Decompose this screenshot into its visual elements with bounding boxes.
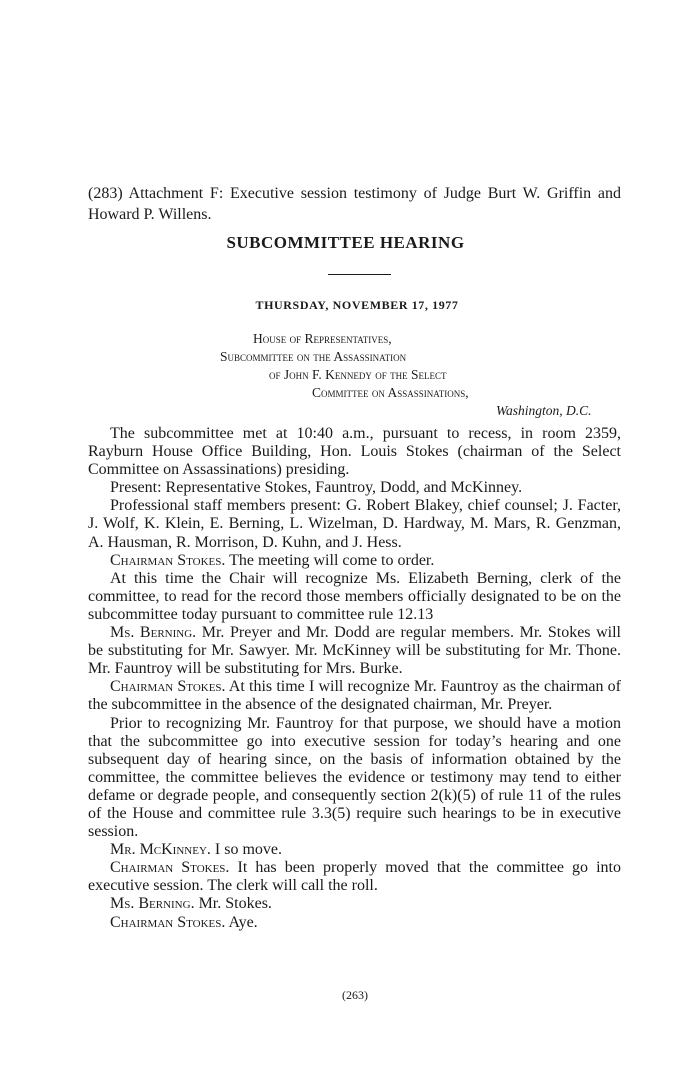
transcript-paragraph xyxy=(88,841,621,859)
paragraph-text: Aye. xyxy=(225,913,258,931)
hearing-title: SUBCOMMITTEE HEARING xyxy=(226,233,465,252)
paragraph-text: Prior to recognizing Mr. Fauntroy for that purpose, we should have a motion that the subcommittee go into executive session for today’s hearing and one subsequent day of hearing since, on the basis of information obtained by the committee, the committee believes the evidence or testimony may tend to either defame or degrade people, and consequently section 2(k)(5) of rule 11 of the rules of the House and committee rule 3.3(5) require such hearings to be in executive session. xyxy=(88,714,621,841)
address-line-3: of John F. Kennedy of the Select xyxy=(269,367,447,382)
transcript-paragraph xyxy=(88,859,621,895)
transcript-paragraph xyxy=(88,895,621,913)
speaker-name: Chairman Stokes. xyxy=(110,859,230,877)
speaker-name: Mr. McKinney. xyxy=(110,841,211,859)
speaker-name: Ms. Berning. xyxy=(110,895,195,913)
paragraph-text: Mr. Preyer and Mr. Dodd are regular members. Mr. Stokes will be substituting for Mr. Sawyer. Mr. McKinney will be substituting for Mr. Thone. Mr. Fauntroy will be substituting for Mrs. Burke. xyxy=(88,624,621,678)
transcript-paragraph xyxy=(88,624,621,678)
attachment-note: (283) Attachment F: Executive session testimony of Judge Burt W. Griffin and Howard P. Willens. xyxy=(88,185,621,223)
hearing-transcript xyxy=(88,425,621,932)
paragraph-text: Present: Representative Stokes, Fauntroy, Dodd, and McKinney. xyxy=(110,479,523,497)
transcript-paragraph xyxy=(88,914,621,932)
paragraph-text: The subcommittee met at 10:40 a.m., pursuant to recess, in room 2359, Rayburn House Office Building, Hon. Louis Stokes (chairman of the Select Committee on Assassinations) presiding. xyxy=(88,425,621,479)
paragraph-text: Professional staff members present: G. Robert Blakey, chief counsel; J. Facter, J. Wolf, K. Klein, E. Berning, L. Wizelman, D. Hardway, M. Mars, R. Genzman, A. Hausman, R. Morrison, D. Kuhn, and J. Hess. xyxy=(88,497,621,551)
speaker-name: Ms. Berning. xyxy=(110,624,197,642)
transcript-paragraph xyxy=(88,678,621,714)
transcript-paragraph xyxy=(88,497,621,551)
hearing-date: THURSDAY, NOVEMBER 17, 1977 xyxy=(255,298,459,312)
paragraph-text: The meeting will come to order. xyxy=(225,551,435,569)
transcript-paragraph xyxy=(88,715,621,842)
address-line-4: Committee on Assassinations, xyxy=(312,385,469,400)
transcript-paragraph xyxy=(88,479,621,497)
transcript-paragraph xyxy=(88,425,621,479)
paragraph-text: It has been properly moved that the committee go into executive session. The clerk will call the roll. xyxy=(88,859,622,895)
paragraph-text: At this time the Chair will recognize Ms. Elizabeth Berning, clerk of the committee, to read for the record those members officially designated to be on the subcommittee today pursuant to committee rule 12.13 xyxy=(88,569,621,623)
paragraph-text: I so move. xyxy=(210,841,283,859)
page-number: (263) xyxy=(342,988,368,1002)
paragraph-text: At this time I will recognize Mr. Fauntroy as the chairman of the subcommittee in the absence of the designated chairman, Mr. Preyer. xyxy=(88,678,621,714)
paragraph-text: Mr. Stokes. xyxy=(194,895,272,913)
speaker-name: Chairman Stokes. xyxy=(110,678,226,696)
speaker-name: Chairman Stokes. xyxy=(110,913,226,931)
address-line-1: House of Representatives, xyxy=(253,331,392,346)
address-line-2: Subcommittee on the Assassination xyxy=(220,349,407,364)
address-line-5: Washington, D.C. xyxy=(496,403,592,418)
speaker-name: Chairman Stokes. xyxy=(110,551,226,569)
transcript-paragraph xyxy=(88,570,621,624)
title-rule xyxy=(328,274,391,275)
transcript-paragraph xyxy=(88,552,621,570)
